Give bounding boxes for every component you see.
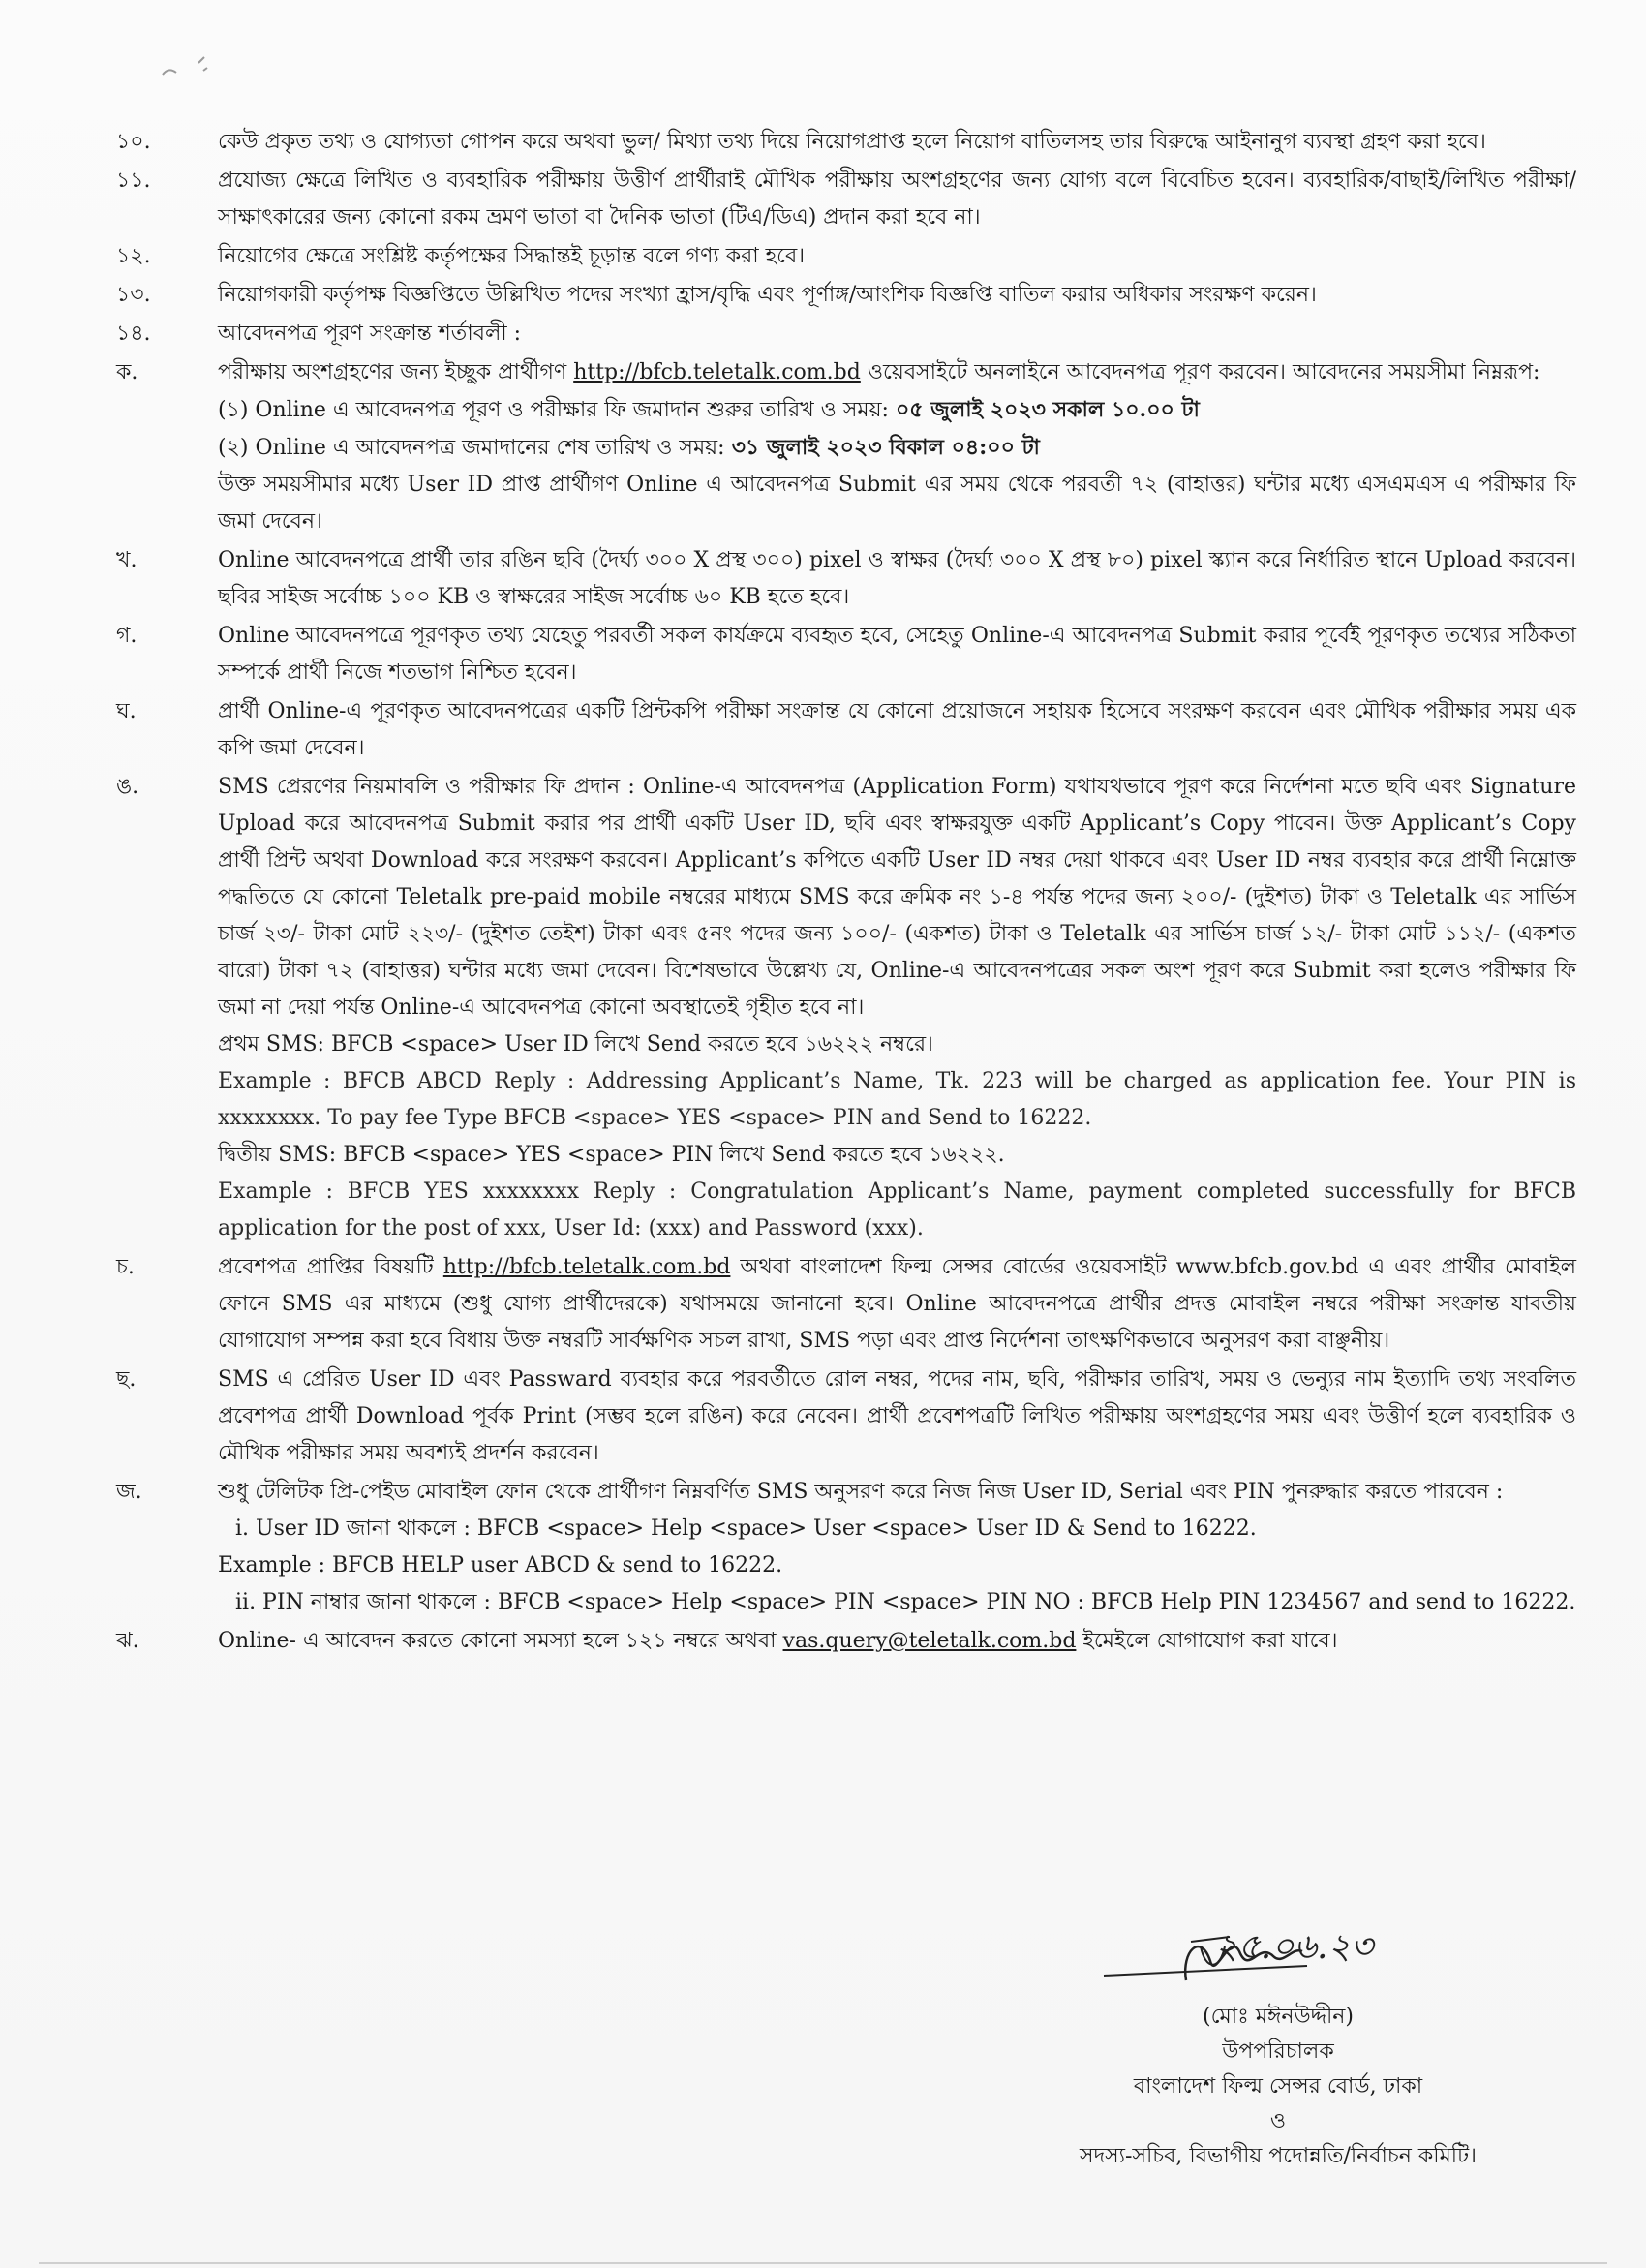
sub-item-ja <box>116 1474 1576 1621</box>
item-text: অথবা বাংলাদেশ ফিল্ম সেন্সর বোর্ডের ওয়েবসাইট www.bfcb.gov.bd এ এবং প্রার্থীর মোবাইল ফোনে SMS এর মাধ্যমে (শুধু যোগ্য প্রার্থীদেরকে) যথাসময়ে জানানো হবে। Online আবেদনপত্রে প্রার্থীর প্রদত্ত মোবাইল নম্বরে পরীক্ষা সংক্রান্ত যাবতীয় যোগাযোগ সম্পন্ন করা হবে বিধায় উক্ত নম্বরটি সার্বক্ষণিক সচল রাখা, SMS পড়া এবং প্রাপ্ত নির্দেশনা তাৎক্ষণিকভাবে অনুসরণ করা বাঞ্ছনীয়। <box>218 1255 1576 1353</box>
sub-item-ka <box>116 354 1576 540</box>
item-text: প্রবেশপত্র প্রাপ্তির বিষয়টি <box>218 1255 443 1279</box>
sub-item-ga <box>116 618 1576 691</box>
list-item <box>116 277 1576 314</box>
teletalk-link[interactable]: http://bfcb.teletalk.com.bd <box>573 360 861 384</box>
signatory-name: (মোঃ মঈনউদ্দীন) <box>1203 2005 1354 2029</box>
item-text: প্রার্থী Online-এ পূরণকৃত আবেদনপত্রের একটি প্রিন্টকপি পরীক্ষা সংক্রান্ত যে কোনো প্রয়োজনে সহায়ক হিসেবে সংরক্ষণ করবেন এবং মৌখিক পরীক্ষার সময় এক কপি জমা দেবেন। <box>218 699 1576 760</box>
signatory-details <box>978 2000 1578 2174</box>
sub-item-gha <box>116 693 1576 767</box>
item-text: প্রযোজ্য ক্ষেত্রে লিখিত ও ব্যবহারিক পরীক্ষায় উত্তীর্ণ প্রার্থীরাই মৌখিক পরীক্ষায় অংশগ্রহণের জন্য যোগ্য বলে বিবেচিত হবেন। ব্যবহারিক/বাছাই/লিখিত পরীক্ষা/সাক্ষাৎকারের জন্য কোনো রকম ভ্রমণ ভাতা বা দৈনিক ভাতা (টিএ/ডিএ) প্রদান করা হবে না। <box>218 169 1576 230</box>
item-number: ঙ. <box>116 775 139 799</box>
item-number: ছ. <box>116 1367 137 1392</box>
end-date-line: (২) Online এ আবেদনপত্র জমাদানের শেষ তারিখ ও সময়: ৩১ জুলাই ২০২৩ বিকাল ০৪:০০ টা <box>218 435 1040 460</box>
signature-block <box>978 1922 1578 2184</box>
item-number: ১০. <box>116 130 151 154</box>
user-id-recovery: i. User ID জানা থাকলে : BFCB <space> Help <space> User <space> User ID & Send to 16222. <box>235 1517 1257 1541</box>
list-item <box>116 238 1576 275</box>
list-item <box>116 163 1576 236</box>
fee-deadline-text: উক্ত সময়সীমার মধ্যে User ID প্রাপ্ত প্রার্থীগণ Online এ আবেদনপত্র Submit এর সময় থেকে পরবর্তী ৭২ (বাহাত্তর) ঘন্টার মধ্যে এসএমএস এ পরীক্ষার ফি জমা দেবেন। <box>218 473 1576 534</box>
page-edge <box>39 2262 1607 2264</box>
first-sms-instruction: প্রথম SMS: BFCB <space> User ID লিখে Send করতে হবে ১৬২২২ নম্বরে। <box>218 1032 933 1057</box>
conjunction: ও <box>1269 2109 1287 2133</box>
example-text: Example : BFCB YES xxxxxxxx Reply : Congratulation Applicant’s Name, payment completed successfully for BFCB application for the post of xxx, User Id: (xxx) and Password (xxx). <box>218 1180 1576 1241</box>
signatory-role: সদস্য-সচিব, বিভাগীয় পদোন্নতি/নির্বাচন কমিটি। <box>1080 2144 1477 2168</box>
start-date-line: (১) Online এ আবেদনপত্র পূরণ ও পরীক্ষার ফি জমাদান শুরুর তারিখ ও সময়: ০৫ জুলাই ২০২৩ সকাল ১০.০০ টা <box>218 397 1200 422</box>
item-text: Online- এ আবেদন করতে কোনো সমস্যা হলে ১২১ নম্বরে অথবা <box>218 1629 783 1653</box>
list-item <box>116 124 1576 161</box>
item-text: Online আবেদনপত্রে পূরণকৃত তথ্য যেহেতু পরবর্তী সকল কার্যক্রমে ব্যবহৃত হবে, সেহেতু Online-এ আবেদনপত্র Submit করার পূর্বেই পূরণকৃত তথ্যের সঠিকতা সম্পর্কে প্রার্থী নিজে শতভাগ নিশ্চিত হবেন। <box>218 624 1576 685</box>
support-email-link[interactable]: vas.query@teletalk.com.bd <box>782 1629 1077 1653</box>
item-number: ঝ. <box>116 1629 139 1653</box>
item-text: SMS এ প্রেরিত User ID এবং Passward ব্যবহার করে পরবর্তীতে রোল নম্বর, পদের নাম, ছবি, পরীক্ষার তারিখ, সময় ও ভেন্যুর নাম ইত্যাদি তথ্য সংবলিত প্রবেশপত্র প্রার্থী Download পূর্বক Print (সম্ভব হলে রঙিন) করে নেবেন। প্রার্থী প্রবেশপত্রটি লিখিত পরীক্ষায় অংশগ্রহণের সময় এবং উত্তীর্ণ হলে ব্যবহারিক ও মৌখিক পরীক্ষার সময় অবশ্যই প্রদর্শন করবেন। <box>218 1367 1576 1465</box>
sub-item-cha <box>116 1249 1576 1360</box>
item-number: জ. <box>116 1480 142 1504</box>
item-number: ১১. <box>116 169 151 193</box>
terms-list <box>116 124 1576 1662</box>
signatory-office: বাংলাদেশ ফিল্ম সেন্সর বোর্ড, ঢাকা <box>1133 2074 1423 2099</box>
item-number: ১৩. <box>116 283 151 307</box>
item-text: নিয়োগের ক্ষেত্রে সংশ্লিষ্ট কর্তৃপক্ষের সিদ্ধান্তই চূড়ান্ত বলে গণ্য করা হবে। <box>218 244 806 268</box>
sub-item-uma <box>116 769 1576 1247</box>
item-number: ১৪. <box>116 322 151 346</box>
item-number: গ. <box>116 624 137 648</box>
sub-item-kha <box>116 542 1576 616</box>
example-text: Example : BFCB ABCD Reply : Addressing Applicant’s Name, Tk. 223 will be charged as application fee. Your PIN is xxxxxxxx. To pay fee Type BFCB <space> YES <space> PIN and Send to 16222. <box>218 1069 1576 1130</box>
item-text: নিয়োগকারী কর্তৃপক্ষ বিজ্ঞপ্তিতে উল্লিখিত পদের সংখ্যা হ্রাস/বৃদ্ধি এবং পূর্ণাঙ্গ/আংশিক বিজ্ঞপ্তি বাতিল করার অধিকার সংরক্ষণ করেন। <box>218 283 1317 307</box>
sub-item-chha <box>116 1362 1576 1472</box>
example-text: Example : BFCB HELP user ABCD & send to 16222. <box>218 1553 783 1578</box>
item-text: ওয়েবসাইটে অনলাইনে আবেদনপত্র পূরণ করবেন। আবেদনের সময়সীমা নিম্নরূপ: <box>860 360 1540 384</box>
end-date: ৩১ জুলাই ২০২৩ বিকাল ০৪:০০ টা <box>731 435 1040 460</box>
item-number: ১২. <box>116 244 151 268</box>
item-number: ঘ. <box>116 699 137 723</box>
item-text: শুধু টেলিটক প্রি-পেইড মোবাইল ফোন থেকে প্রার্থীগণ নিম্নবর্ণিত SMS অনুসরণ করে নিজ নিজ User ID, Serial এবং PIN পুনরুদ্ধার করতে পারবেন : <box>218 1480 1504 1504</box>
item-text: আবেদনপত্র পূরণ সংক্রান্ত শর্তাবলী : <box>218 322 522 346</box>
signatory-designation: উপপরিচালক <box>1222 2039 1334 2064</box>
item-text: SMS প্রেরণের নিয়মাবলি ও পরীক্ষার ফি প্রদান : Online-এ আবেদনপত্র (Application Form) যথাযথভাবে পূরণ করে নির্দেশনা মতে ছবি এবং Signature Upload করে আবেদনপত্র Submit করার পর প্রার্থী একটি User ID, ছবি এবং স্বাক্ষরযুক্ত একটি Applicant’s Copy পাবেন। উক্ত Applicant’s Copy প্রার্থী প্রিন্ট অথবা Download করে সংরক্ষণ করবেন। Applicant’s কপিতে একটি User ID নম্বর দেয়া থাকবে এবং User ID নম্বর ব্যবহার করে প্রার্থী নিম্নোক্ত পদ্ধতিতে যে কোনো Teletalk pre-paid mobile নম্বরের মাধ্যমে SMS করে ক্রমিক নং ১-৪ পর্যন্ত পদের জন্য ২০০/- (দুইশত) টাকা ও Teletalk এর সার্ভিস চার্জ ২৩/- টাকা মোট ২২৩/- (দুইশত তেইশ) টাকা এবং ৫নং পদের জন্য ১০০/- (একশত) টাকা ও Teletalk এর সার্ভিস চার্জ ১২/- টাকা মোট ১১২/- (একশত বারো) টাকা ৭২ (বাহাত্তর) ঘন্টার মধ্যে জমা দেবেন। বিশেষভাবে উল্লেখ্য যে, Online-এ আবেদনপত্রের সকল অংশ পূরণ করে Submit করা হলেও পরীক্ষার ফি জমা না দেয়া পর্যন্ত Online-এ আবেদনপত্র কোনো অবস্থাতেই গৃহীত হবে না। <box>218 775 1576 1020</box>
item-text: পরীক্ষায় অংশগ্রহণের জন্য ইচ্ছুক প্রার্থীগণ <box>218 360 574 384</box>
item-text: Online আবেদনপত্রে প্রার্থী তার রঙিন ছবি (দৈর্ঘ্য ৩০০ X প্রস্থ ৩০০) pixel ও স্বাক্ষর (দৈর্ঘ্য ৩০০ X প্রস্থ ৮০) pixel স্ক্যান করে নির্ধারিত স্থানে Upload করবেন। ছবির সাইজ সর্বোচ্চ ১০০ KB ও স্বাক্ষরের সাইজ সর্বোচ্চ ৬০ KB হতে হবে। <box>218 548 1576 609</box>
item-number: চ. <box>116 1255 135 1279</box>
list-item <box>116 316 1576 352</box>
second-sms-instruction: দ্বিতীয় SMS: BFCB <space> YES <space> PIN লিখে Send করতে হবে ১৬২২২. <box>218 1143 1005 1167</box>
item-text: ইমেইলে যোগাযোগ করা যাবে। <box>1076 1629 1338 1653</box>
item-number: খ. <box>116 548 137 572</box>
item-number: ক. <box>116 360 138 384</box>
sub-item-jha <box>116 1623 1576 1660</box>
scan-mark-icon <box>155 53 223 82</box>
signature-date: ২৫.০৬.২৩ <box>1215 1927 1374 1967</box>
item-text: কেউ প্রকৃত তথ্য ও যোগ্যতা গোপন করে অথবা ভুল/ মিথ্যা তথ্য দিয়ে নিয়োগপ্রাপ্ত হলে নিয়োগ বাতিলসহ তার বিরুদ্ধে আইনানুগ ব্যবস্থা গ্রহণ করা হবে। <box>218 130 1486 154</box>
start-date: ০৫ জুলাই ২০২৩ সকাল ১০.০০ টা <box>895 397 1200 422</box>
teletalk-link[interactable]: http://bfcb.teletalk.com.bd <box>442 1255 731 1279</box>
pin-recovery: ii. PIN নাম্বার জানা থাকলে : BFCB <space> Help <space> PIN <space> PIN NO : BFCB Help PIN 1234567 and send to 16222. <box>235 1590 1576 1614</box>
